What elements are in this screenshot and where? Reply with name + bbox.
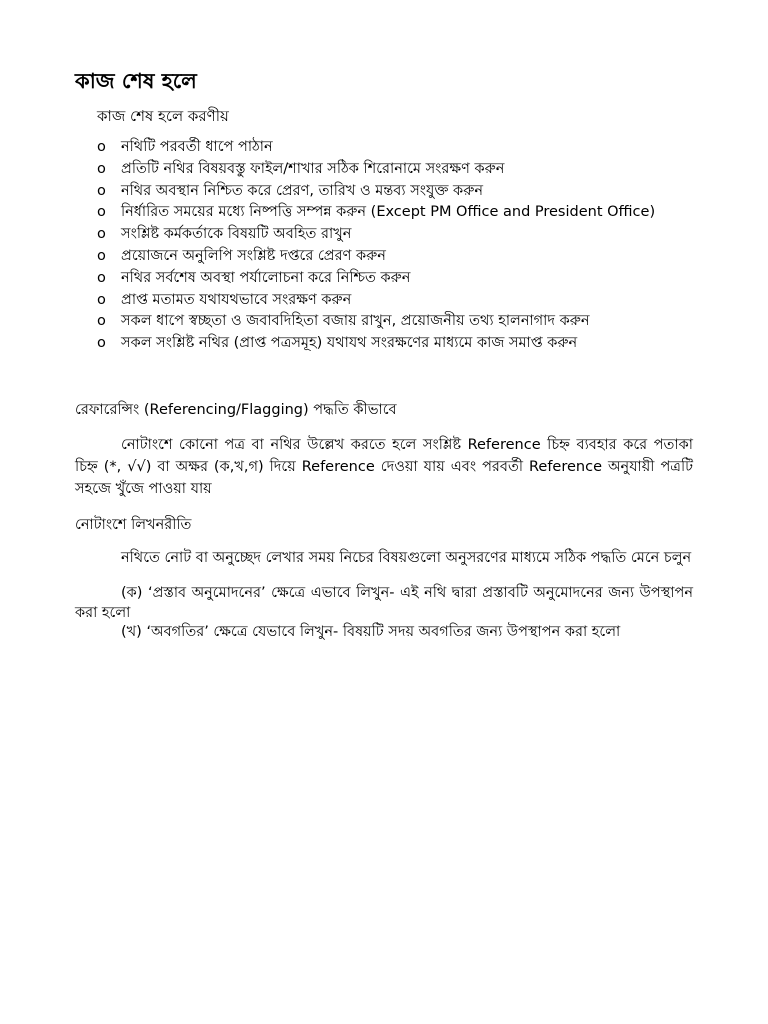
subsection-title: নোটাংশে লিখনরীতি [75,517,192,534]
list-item: o নথির অবস্থান নিশ্চিত করে প্রেরণ, তারিখ ও মন্তব্য সংযুক্ত করুন [121,181,693,203]
list-item: o সকল সংশ্লিষ্ট নথির (প্রাপ্ত পত্রসমূহ) যথাযথ সংরক্ষণের মাধ্যমে কাজ সমাপ্ত করুন [121,333,693,355]
section-title: রেফারেন্সিং (Referencing/Flagging) পদ্ধতি কীভাবে [75,401,397,418]
list-item: o সংশ্লিষ্ট কর্মকর্তাকে বিষয়টি অবহিত রাখুন [121,224,693,246]
list-item: o প্রতিটি নথির বিষয়বস্তু ফাইল/শাখার সঠিক শিরোনামে সংরক্ষণ করুন [121,159,693,181]
subsection-paragraph: নথিতে নোট বা অনুচ্ছেদ লেখার সময় নিচের বিষয়গুলো অনুসরণের মাধ্যমে সঠিক পদ্ধতি মেনে চলুন [121,550,692,567]
list-item: o প্রাপ্ত মতামত যথাযথভাবে সংরক্ষণ করুন [121,290,693,312]
numbered-item: (খ) ‘অবগতির’ ক্ষেত্রে যেভাবে লিখুন- বিষয়টি সদয় অবগতির জন্য উপস্থাপন করা হলো [121,624,621,641]
list-item: o নির্ধারিত সময়ের মধ্যে নিষ্পত্তি সম্পন্ন করুন (Except PM Office and President Office) [121,202,693,224]
page-title: কাজ শেষ হলে [75,69,197,93]
subheading: কাজ শেষ হলে করণীয় [97,107,229,125]
numbered-item: (ক) ‘প্রস্তাব অনুমোদনের’ ক্ষেত্রে এভাবে লিখুন- এই নথি দ্বারা প্রস্তাবটি অনুমোদনের জন্য উপস্থাপন করা হলো [75,585,693,621]
list-item: o প্রয়োজনে অনুলিপি সংশ্লিষ্ট দপ্তরে প্রেরণ করুন [121,246,693,268]
bullet-list [75,137,693,355]
list-item: o সকল ধাপে স্বচ্ছতা ও জবাবদিহিতা বজায় রাখুন, প্রয়োজনীয় তথ্য হালনাগাদ করুন [121,311,693,333]
list-item: o নথির সর্বশেষ অবস্থা পর্যালোচনা করে নিশ্চিত করুন [121,268,693,290]
list-item: o নথিটি পরবর্তী ধাপে পাঠান [121,137,693,159]
section-paragraph: নোটাংশে কোনো পত্র বা নথির উল্লেখ করতে হলে সংশ্লিষ্ট Reference চিহ্ন ব্যবহার করে পতাকা চিহ্ন (*, √√) বা অক্ষর (ক,খ,গ) দিয়ে Reference দেওয়া যায় এবং পরবর্তী Reference অনুযায়ী পত্রটি সহজে খুঁজে পাওয়া যায় [75,436,693,497]
